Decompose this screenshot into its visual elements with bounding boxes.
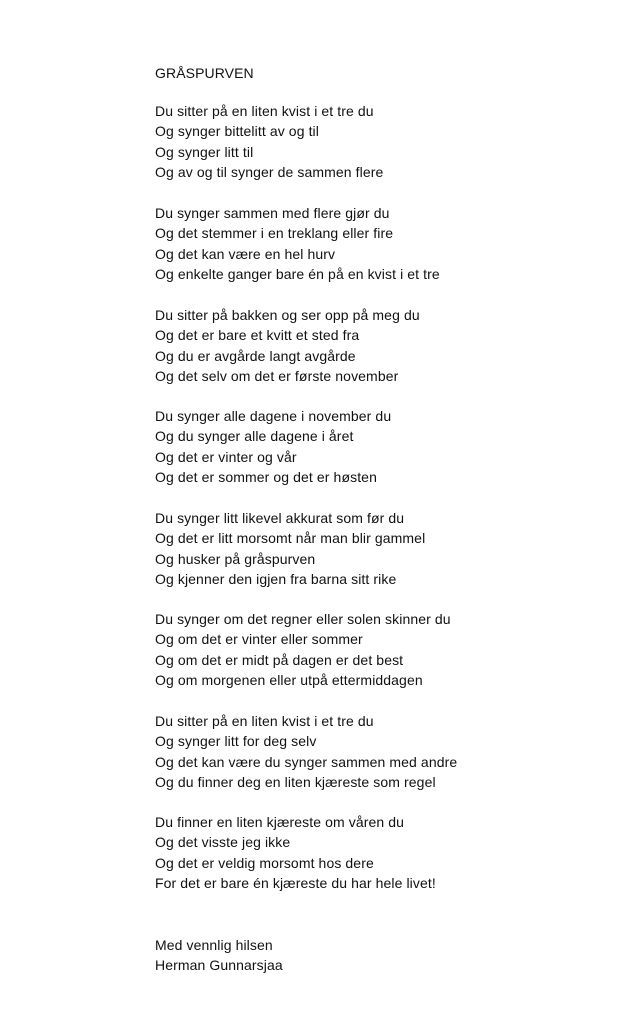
poem-line: Du finner en liten kjæreste om våren du bbox=[155, 814, 405, 830]
poem-line: Og det stemmer i en treklang eller fire bbox=[155, 225, 394, 242]
poem-line: Og det er bare et kvitt et sted fra bbox=[155, 327, 360, 344]
poem-line: Og enkelte ganger bare én på en kvist i et tre bbox=[155, 266, 440, 283]
poem-line: Og du synger alle dagene i året bbox=[155, 428, 354, 445]
poem-line: Og det er sommer og det er høsten bbox=[155, 469, 377, 486]
poem-line: Og om det er midt på dagen er det best bbox=[155, 651, 404, 668]
stanza-6 bbox=[155, 609, 451, 691]
poem-line: Du synger om det regner eller solen skinner du bbox=[155, 611, 451, 627]
stanza-5 bbox=[155, 508, 425, 590]
poem-line: Du sitter på en liten kvist i et tre du bbox=[155, 103, 374, 119]
poem-line: Og det kan være en hel hurv bbox=[155, 245, 336, 262]
poem-line: Og det kan være du synger sammen med andre bbox=[155, 753, 458, 770]
poem-line: Og kjenner den igjen fra barna sitt rike bbox=[155, 571, 397, 588]
poem-line: Og det selv om det er første november bbox=[155, 368, 399, 385]
poem-line: Du sitter på bakken og ser opp på meg du bbox=[155, 307, 420, 323]
poem-line: Og det er veldig morsomt hos dere bbox=[155, 854, 374, 871]
stanza-8 bbox=[155, 812, 436, 894]
poem-line: Og det er litt morsomt når man blir gammel bbox=[155, 530, 426, 547]
poem-line: Og husker på gråspurven bbox=[155, 550, 316, 567]
poem-line: Og det er vinter og vår bbox=[155, 448, 297, 465]
closing-block bbox=[155, 935, 283, 976]
poem-line: Og av og til synger de sammen flere bbox=[155, 164, 384, 181]
poem-line: Du sitter på en liten kvist i et tre du bbox=[155, 713, 374, 729]
poem-line: Du synger sammen med flere gjør du bbox=[155, 205, 390, 221]
stanza-2 bbox=[155, 203, 440, 285]
stanza-3 bbox=[155, 305, 420, 387]
author-signature: Herman Gunnarsjaa bbox=[155, 957, 283, 974]
closing-greeting: Med vennlig hilsen bbox=[155, 937, 273, 953]
poem-line: Og synger litt for deg selv bbox=[155, 733, 317, 750]
poem-line: For det er bare én kjæreste du har hele livet! bbox=[155, 875, 436, 892]
stanza-1 bbox=[155, 101, 383, 183]
poem-line: Og synger bittelitt av og til bbox=[155, 123, 319, 140]
poem-line: Du synger litt likevel akkurat som før du bbox=[155, 510, 405, 526]
poem-line: Og du finner deg en liten kjæreste som regel bbox=[155, 774, 436, 791]
poem-line: Og synger litt til bbox=[155, 143, 254, 160]
poem-line: Du synger alle dagene i november du bbox=[155, 408, 392, 424]
stanza-7 bbox=[155, 711, 457, 793]
poem-line: Og du er avgårde langt avgårde bbox=[155, 347, 356, 364]
poem-line: Og om det er vinter eller sommer bbox=[155, 631, 363, 648]
poem-line: Og om morgenen eller utpå ettermiddagen bbox=[155, 672, 423, 689]
poem-line: Og det visste jeg ikke bbox=[155, 834, 291, 851]
poem-title: GRÅSPURVEN bbox=[155, 65, 254, 81]
stanza-4 bbox=[155, 406, 391, 488]
